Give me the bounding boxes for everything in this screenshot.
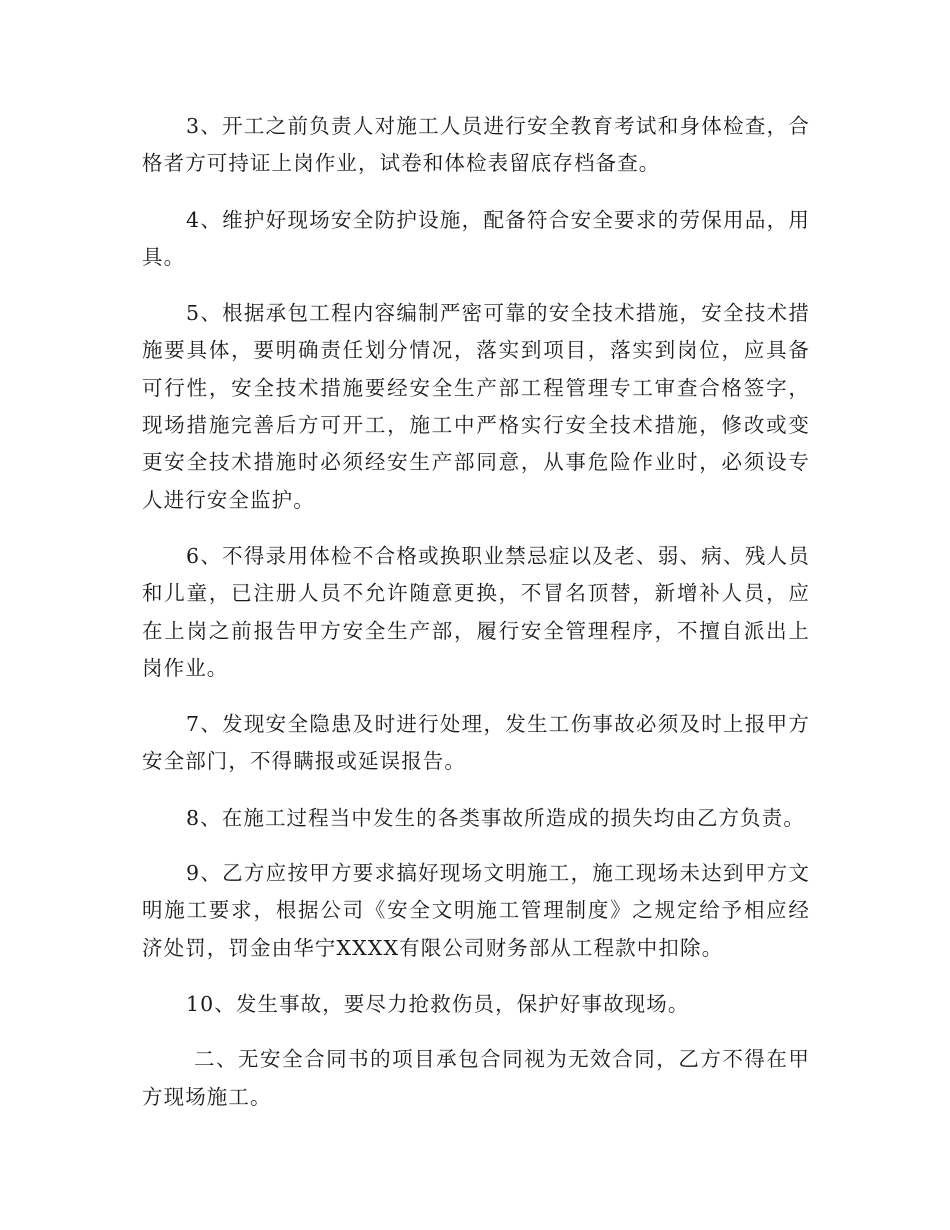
clause-7: 7、发现安全隐患及时进行处理，发生工伤事故必须及时上报甲方安全部门，不得瞒报或延误报告。 bbox=[142, 712, 810, 774]
clause-4: 4、维护好现场安全防护设施，配备符合安全要求的劳保用品，用具。 bbox=[142, 207, 810, 269]
clause-6: 6、不得录用体检不合格或换职业禁忌症以及老、弱、病、残人员和儿童，已注册人员不允许随意更换，不冒名顶替，新增补人员，应在上岗之前报告甲方安全生产部，履行安全管理程序，不擅自派出上岗作业。 bbox=[142, 543, 810, 680]
section-2: 二、无安全合同书的项目承包合同视为无效合同，乙方不得在甲方现场施工。 bbox=[142, 1047, 810, 1109]
clause-10: 10、发生事故，要尽力抢救伤员，保护好事故现场。 bbox=[186, 991, 690, 1016]
clause-9: 9、乙方应按甲方要求搞好现场文明施工，施工现场未达到甲方文明施工要求，根据公司《安全文明施工管理制度》之规定给予相应经济处罚，罚金由华宁XXXX有限公司财务部从工程款中扣除。 bbox=[142, 861, 810, 960]
document-body bbox=[142, 108, 810, 1135]
clause-3: 3、开工之前负责人对施工人员进行安全教育考试和身体检查，合格者方可持证上岗作业，试卷和体检表留底存档备查。 bbox=[142, 114, 810, 176]
clause-5: 5、根据承包工程内容编制严密可靠的安全技术措施，安全技术措施要具体，要明确责任划分情况，落实到项目，落实到岗位，应具备可行性，安全技术措施要经安全生产部工程管理专工审查合格签字，现场措施完善后方可开工，施工中严格实行安全技术措施，修改或变更安全技术措施时必须经安生产部同意，从事危险作业时，必须设专人进行安全监护。 bbox=[142, 301, 810, 512]
clause-8: 8、在施工过程当中发生的各类事故所造成的损失均由乙方负责。 bbox=[186, 805, 805, 830]
